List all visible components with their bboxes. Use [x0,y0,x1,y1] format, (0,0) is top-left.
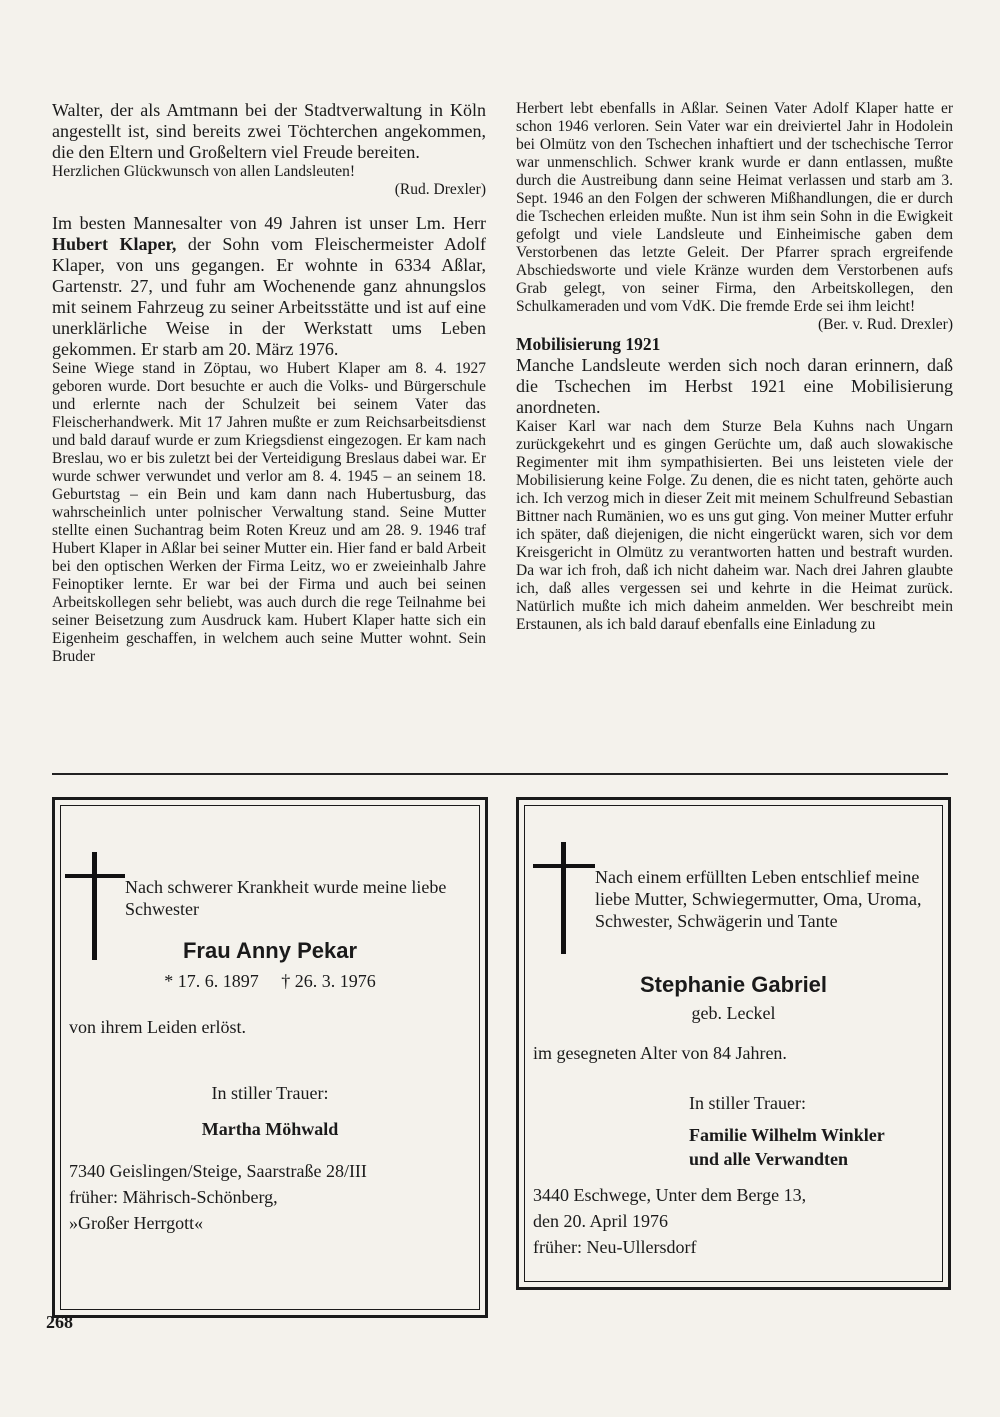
report-signature: (Ber. v. Rud. Drexler) [817,316,953,333]
greeting-paragraph: Walter, der als Amtmann bei der Stadtverwaltung in Köln angestellt ist, sind bereits zwei Töchterchen angekommen, die den Eltern und Großeltern viel Freude bereiten. [52,100,486,162]
notice-address-1: 3440 Eschwege, Unter dem Berge 13, [533,1185,807,1205]
notice-address-3: »Großer Herrgott« [69,1213,204,1233]
notice-dates: * 17. 6. 1897 † 26. 3. 1976 [164,971,376,991]
lead-text-b: der Sohn vom Fleischermeister Adolf Klaper, von uns gegangen. Er wohnte in 6334 Aßlar, Gartenstr. 27, und fuhr am Wochenende ganz ahnungslos mit seinem Fahrzeug zu seiner Arbeitsstätte und ist auf eine unerklärliche Weise in der Werkstatt ums Leben gekommen. Er starb am 20. März 1976. [52,234,486,359]
signature: (Rud. Drexler) [394,181,486,198]
notice-name: Stephanie Gabriel [639,972,828,997]
notice-intro: Nach schwerer Krankheit wurde meine liebe Schwester [125,877,447,919]
lead-text-a: Im besten Mannesalter von 49 Jahren ist unser Lm. Herr [52,213,486,233]
mourner-name: Martha Möhwald [201,1119,339,1139]
notice-address-2: den 20. April 1976 [533,1211,668,1231]
mourner-family: Familie Wilhelm Winkler [689,1125,885,1145]
obituary-continuation: Herbert lebt ebenfalls in Aßlar. Seinen Vater Adolf Klaper hatte er schon 1946 verloren. Sein Vater war ein dreiviertel Jahr in Hodolein bei Olmütz von den Tschechen inhaftiert und der tschechische Terror war unmenschlich. Schwer krank wurde er dann entlassen, mußte durch die Austreibung dann seine Heimat verlassen und starb am 3. Sept. 1946 an den Folgen der schweren Mißhandlungen, die er durch die Tschechen erleiden mußte. Nun ist ihm sein Sohn in die Ewigkeit gefolgt und viele Landsleute und Einheimische gaben dem Verstorbenen das letzte Geleit. Der Pfarrer sprach ergreifende Abschiedsworte und viele Kränze wurden dem Verstorbenen aufs Grab gelegt, von seiner Firma, den Arbeitskollegen, den Schulkameraden und vom VdK. Die fremde Erde sei ihm leicht! [516,100,953,315]
notice-age: im gesegneten Alter von 84 Jahren. [533,1043,787,1063]
mourner-relatives: und alle Verwandten [689,1149,849,1169]
notice-maiden-name: geb. Leckel [691,1003,776,1023]
notice-address-2: früher: Mährisch-Schönberg, [69,1187,278,1207]
article-heading: Mobilisierung 1921 [516,334,661,354]
left-column [52,100,486,666]
page-number: 268 [46,1312,73,1332]
notice-intro: Nach einem erfüllten Leben entschlief meine liebe Mutter, Schwiegermutter, Oma, Uroma, Schwester, Schwägerin und Tante [595,867,922,931]
article-body: Kaiser Karl war nach dem Sturze Bela Kuhns nach Ungarn zurückgekehrt und es gingen Gerüchte um, daß auch slowakische Regimenter mit ihm sympathisierten. Bei uns leisteten viele der Mobilisierung keine Folge. Zu denen, die es nicht taten, gehörte auch ich. Ich verzog mich in dieser Zeit mit meinem Schulfreund Sebastian Bittner nach Rumänien, wo es uns gut ging. Von meiner Mutter erfuhr ich später, daß diejenigen, die nicht eingerückt waren, sich vor dem Kreisgericht in Olmütz zu verantworten hatten und bestraft wurden. Da war ich froh, daß ich nicht daheim war. Nach drei Jahren glaubte ich, daß alles vergessen sei und kehrte in die Heimat zurück. Natürlich mußte ich mich daheim anmelden. Wer beschreibt mein Erstaunen, als ich bald darauf ebenfalls eine Einladung zu [516,418,953,633]
cross-icon [533,842,595,954]
article-lead: Manche Landsleute werden sich noch daran erinnern, daß die Tschechen im Herbst 1921 eine Mobilisierung anordneten. [516,355,953,417]
death-notice-left [52,797,488,1318]
notice-address-3: früher: Neu-Ullersdorf [533,1237,697,1257]
right-column [516,100,953,634]
obituary-lead [52,213,486,360]
notice-address-1: 7340 Geislingen/Steige, Saarstraße 28/III [69,1161,367,1181]
death-notice-right [516,797,951,1290]
notice-name: Frau Anny Pekar [182,938,358,963]
obituary-body: Seine Wiege stand in Zöptau, wo Hubert Klaper am 8. 4. 1927 geboren wurde. Dort besuchte er auch die Volks- und Bürgerschule und erlernte nach der Schulzeit bei seinem Vater das Fleischerhandwerk. Mit 17 Jahren mußte er zum Reichsarbeitsdienst und bald darauf wurde er zum Kriegsdienst eingezogen. Er kam nach Breslau, wo er bis zuletzt bei der Verteidigung Breslaus dabei war. Er wurde schwer verwundet und verlor am 8. 4. 1945 – an seinem 18. Geburtstag – ein Bein und kam dann nach Hubertusburg, das wahrscheinlich unter polnischer Verwaltung stand. Seine Mutter stellte einen Suchantrag beim Roten Kreuz und am 28. 9. 1946 traf Hubert Klaper in Aßlar bei seiner Mutter ein. Hier fand er bald Arbeit bei den optischen Werken der Firma Leitz, wo er zweieinhalb Jahre Feinoptiker lernte. Er war bei der Firma und auch bei seinen Arbeitskollegen sehr beliebt, was auch durch die rege Teilnahme bei seiner Beisetzung zum Ausdruck kam. Hubert Klaper hatte sich ein Eigenheim geschaffen, in welchem auch seine Mutter wohnt. Sein Bruder [52,360,486,665]
greeting-line: Herzlichen Glückwunsch von allen Landsleuten! [52,163,356,180]
notice-relief: von ihrem Leiden erlöst. [69,1017,246,1037]
mourning-label: In stiller Trauer: [689,1093,806,1113]
mourning-label: In stiller Trauer: [211,1083,329,1103]
deceased-name: Hubert Klaper, [52,234,177,254]
horizontal-rule [52,773,948,775]
